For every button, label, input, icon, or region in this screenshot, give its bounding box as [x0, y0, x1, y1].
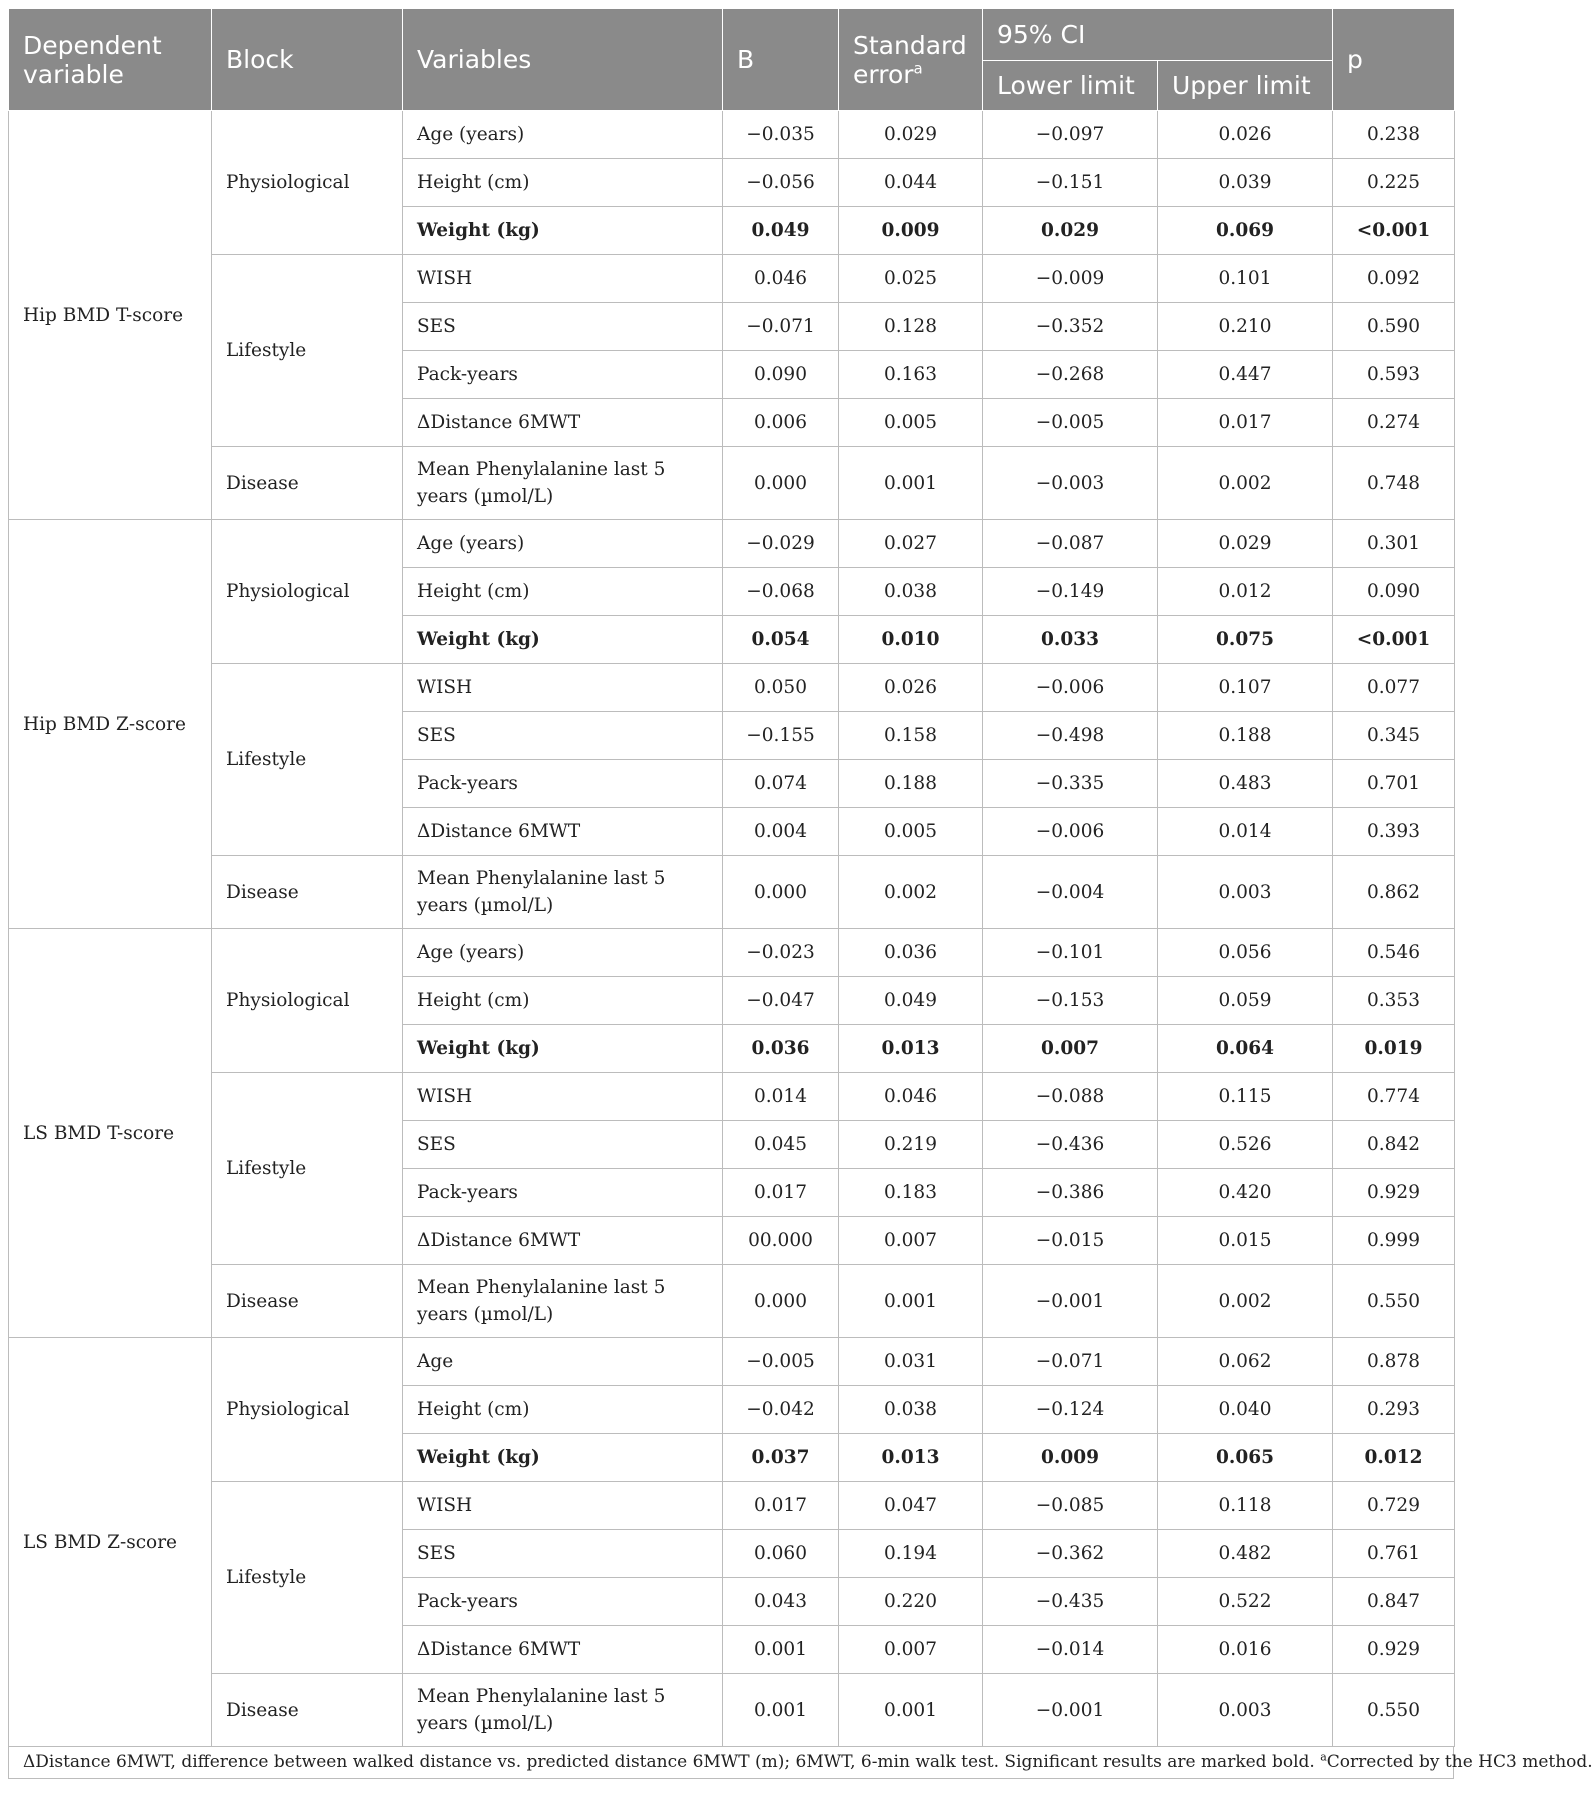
- cell-p: 0.748: [1333, 447, 1455, 520]
- cell-upper-limit: 0.447: [1158, 351, 1333, 399]
- block-cell: Lifestyle: [212, 1482, 403, 1674]
- cell-variable: Mean Phenylalanine last 5 years (µmol/L): [403, 447, 723, 520]
- cell-b: 0.045: [723, 1121, 839, 1169]
- cell-standard-error: 0.046: [839, 1073, 983, 1121]
- cell-b: 0.036: [723, 1025, 839, 1073]
- cell-standard-error: 0.025: [839, 255, 983, 303]
- block-cell: Physiological: [212, 520, 403, 664]
- cell-b: −0.056: [723, 159, 839, 207]
- cell-upper-limit: 0.065: [1158, 1434, 1333, 1482]
- cell-upper-limit: 0.016: [1158, 1626, 1333, 1674]
- cell-variable: Height (cm): [403, 568, 723, 616]
- cell-upper-limit: 0.188: [1158, 712, 1333, 760]
- cell-variable: ΔDistance 6MWT: [403, 399, 723, 447]
- cell-upper-limit: 0.075: [1158, 616, 1333, 664]
- table-row: [9, 664, 1455, 712]
- cell-b: 0.001: [723, 1674, 839, 1747]
- cell-b: 0.074: [723, 760, 839, 808]
- cell-lower-limit: −0.001: [983, 1265, 1158, 1338]
- cell-p: 0.238: [1333, 111, 1455, 159]
- cell-p: 0.774: [1333, 1073, 1455, 1121]
- cell-upper-limit: 0.002: [1158, 447, 1333, 520]
- cell-variable: Height (cm): [403, 1386, 723, 1434]
- cell-upper-limit: 0.482: [1158, 1530, 1333, 1578]
- header-upper-limit: Upper limit: [1158, 61, 1333, 111]
- cell-p: 0.550: [1333, 1265, 1455, 1338]
- cell-standard-error: 0.038: [839, 1386, 983, 1434]
- cell-standard-error: 0.220: [839, 1578, 983, 1626]
- table-row: [9, 1674, 1455, 1747]
- cell-variable: Mean Phenylalanine last 5 years (µmol/L): [403, 1674, 723, 1747]
- cell-p: 0.353: [1333, 977, 1455, 1025]
- cell-b: 0.000: [723, 1265, 839, 1338]
- cell-variable: Age (years): [403, 520, 723, 568]
- table-row: [9, 255, 1455, 303]
- cell-standard-error: 0.044: [839, 159, 983, 207]
- cell-variable: Weight (kg): [403, 1025, 723, 1073]
- cell-p: 0.550: [1333, 1674, 1455, 1747]
- cell-p: 0.225: [1333, 159, 1455, 207]
- cell-lower-limit: −0.071: [983, 1338, 1158, 1386]
- cell-upper-limit: 0.210: [1158, 303, 1333, 351]
- header-block: Block: [212, 9, 403, 111]
- cell-b: 0.004: [723, 808, 839, 856]
- cell-lower-limit: −0.088: [983, 1073, 1158, 1121]
- cell-lower-limit: 0.029: [983, 207, 1158, 255]
- cell-p: 0.301: [1333, 520, 1455, 568]
- table-row: [9, 111, 1455, 159]
- cell-standard-error: 0.013: [839, 1434, 983, 1482]
- cell-p: 0.274: [1333, 399, 1455, 447]
- cell-standard-error: 0.158: [839, 712, 983, 760]
- dependent-variable-cell: Hip BMD Z-score: [9, 520, 212, 929]
- cell-upper-limit: 0.003: [1158, 856, 1333, 929]
- cell-standard-error: 0.009: [839, 207, 983, 255]
- cell-lower-limit: 0.033: [983, 616, 1158, 664]
- cell-variable: ΔDistance 6MWT: [403, 1626, 723, 1674]
- cell-lower-limit: −0.335: [983, 760, 1158, 808]
- cell-standard-error: 0.194: [839, 1530, 983, 1578]
- cell-p: 0.862: [1333, 856, 1455, 929]
- cell-b: −0.029: [723, 520, 839, 568]
- cell-b: 0.000: [723, 856, 839, 929]
- cell-variable: Height (cm): [403, 159, 723, 207]
- cell-variable: Mean Phenylalanine last 5 years (µmol/L): [403, 1265, 723, 1338]
- cell-standard-error: 0.027: [839, 520, 983, 568]
- cell-standard-error: 0.128: [839, 303, 983, 351]
- cell-b: −0.155: [723, 712, 839, 760]
- cell-standard-error: 0.029: [839, 111, 983, 159]
- footnote-tail: Corrected by the HC3 method.: [1326, 1752, 1593, 1772]
- cell-b: 0.017: [723, 1482, 839, 1530]
- cell-p: 0.929: [1333, 1626, 1455, 1674]
- cell-lower-limit: −0.004: [983, 856, 1158, 929]
- cell-variable: SES: [403, 712, 723, 760]
- cell-upper-limit: 0.107: [1158, 664, 1333, 712]
- cell-variable: WISH: [403, 1482, 723, 1530]
- block-cell: Physiological: [212, 111, 403, 255]
- cell-b: 0.000: [723, 447, 839, 520]
- cell-lower-limit: −0.362: [983, 1530, 1158, 1578]
- table-row: [9, 856, 1455, 929]
- cell-variable: Pack-years: [403, 351, 723, 399]
- cell-lower-limit: −0.436: [983, 1121, 1158, 1169]
- cell-lower-limit: −0.001: [983, 1674, 1158, 1747]
- cell-standard-error: 0.007: [839, 1217, 983, 1265]
- cell-p: 0.546: [1333, 929, 1455, 977]
- header-b: B: [723, 9, 839, 111]
- block-cell: Physiological: [212, 1338, 403, 1482]
- header-ci: 95% CI: [983, 9, 1333, 61]
- header-standard-error-label: Standard error: [853, 30, 967, 89]
- cell-lower-limit: −0.151: [983, 159, 1158, 207]
- cell-p: 0.593: [1333, 351, 1455, 399]
- dependent-variable-cell: LS BMD Z-score: [9, 1338, 212, 1747]
- cell-lower-limit: −0.101: [983, 929, 1158, 977]
- cell-lower-limit: −0.006: [983, 808, 1158, 856]
- cell-variable: Age (years): [403, 929, 723, 977]
- cell-variable: Weight (kg): [403, 207, 723, 255]
- cell-upper-limit: 0.059: [1158, 977, 1333, 1025]
- header-variables: Variables: [403, 9, 723, 111]
- cell-lower-limit: −0.097: [983, 111, 1158, 159]
- cell-lower-limit: −0.014: [983, 1626, 1158, 1674]
- cell-upper-limit: 0.026: [1158, 111, 1333, 159]
- header-lower-limit: Lower limit: [983, 61, 1158, 111]
- cell-p: <0.001: [1333, 616, 1455, 664]
- cell-standard-error: 0.031: [839, 1338, 983, 1386]
- block-cell: Physiological: [212, 929, 403, 1073]
- cell-standard-error: 0.036: [839, 929, 983, 977]
- cell-b: −0.035: [723, 111, 839, 159]
- cell-lower-limit: −0.085: [983, 1482, 1158, 1530]
- block-cell: Disease: [212, 856, 403, 929]
- cell-p: 0.590: [1333, 303, 1455, 351]
- cell-standard-error: 0.219: [839, 1121, 983, 1169]
- cell-p: 0.701: [1333, 760, 1455, 808]
- cell-lower-limit: −0.006: [983, 664, 1158, 712]
- dependent-variable-cell: LS BMD T-score: [9, 929, 212, 1338]
- cell-b: 0.001: [723, 1626, 839, 1674]
- cell-upper-limit: 0.062: [1158, 1338, 1333, 1386]
- cell-standard-error: 0.049: [839, 977, 983, 1025]
- cell-p: 0.761: [1333, 1530, 1455, 1578]
- cell-b: −0.023: [723, 929, 839, 977]
- cell-lower-limit: 0.007: [983, 1025, 1158, 1073]
- cell-variable: Mean Phenylalanine last 5 years (µmol/L): [403, 856, 723, 929]
- cell-lower-limit: −0.386: [983, 1169, 1158, 1217]
- cell-b: 0.006: [723, 399, 839, 447]
- cell-p: 0.878: [1333, 1338, 1455, 1386]
- header-standard-error-superscript: a: [913, 59, 923, 78]
- cell-p: 0.929: [1333, 1169, 1455, 1217]
- cell-p: 0.293: [1333, 1386, 1455, 1434]
- cell-p: 0.393: [1333, 808, 1455, 856]
- cell-b: −0.005: [723, 1338, 839, 1386]
- cell-standard-error: 0.005: [839, 808, 983, 856]
- block-cell: Lifestyle: [212, 664, 403, 856]
- cell-variable: Age (years): [403, 111, 723, 159]
- cell-lower-limit: −0.498: [983, 712, 1158, 760]
- cell-p: 0.077: [1333, 664, 1455, 712]
- cell-variable: SES: [403, 1121, 723, 1169]
- cell-upper-limit: 0.420: [1158, 1169, 1333, 1217]
- block-cell: Disease: [212, 1674, 403, 1747]
- cell-b: 0.049: [723, 207, 839, 255]
- cell-upper-limit: 0.056: [1158, 929, 1333, 977]
- cell-standard-error: 0.188: [839, 760, 983, 808]
- cell-standard-error: 0.005: [839, 399, 983, 447]
- cell-lower-limit: −0.435: [983, 1578, 1158, 1626]
- header-dependent-variable: Dependent variable: [9, 9, 212, 111]
- cell-variable: Weight (kg): [403, 1434, 723, 1482]
- cell-standard-error: 0.163: [839, 351, 983, 399]
- cell-b: 0.046: [723, 255, 839, 303]
- cell-p: 0.090: [1333, 568, 1455, 616]
- dependent-variable-cell: Hip BMD T-score: [9, 111, 212, 520]
- cell-lower-limit: −0.003: [983, 447, 1158, 520]
- cell-standard-error: 0.183: [839, 1169, 983, 1217]
- header-standard-error: [839, 9, 983, 111]
- cell-p: 0.012: [1333, 1434, 1455, 1482]
- cell-lower-limit: −0.149: [983, 568, 1158, 616]
- cell-p: 0.345: [1333, 712, 1455, 760]
- block-cell: Disease: [212, 447, 403, 520]
- cell-b: 0.037: [723, 1434, 839, 1482]
- cell-p: <0.001: [1333, 207, 1455, 255]
- cell-upper-limit: 0.483: [1158, 760, 1333, 808]
- block-cell: Lifestyle: [212, 1073, 403, 1265]
- cell-upper-limit: 0.101: [1158, 255, 1333, 303]
- cell-upper-limit: 0.115: [1158, 1073, 1333, 1121]
- cell-variable: WISH: [403, 664, 723, 712]
- cell-b: 0.060: [723, 1530, 839, 1578]
- table-row: [9, 1073, 1455, 1121]
- table-row: [9, 1338, 1455, 1386]
- cell-b: 0.014: [723, 1073, 839, 1121]
- cell-upper-limit: 0.003: [1158, 1674, 1333, 1747]
- cell-variable: Pack-years: [403, 1169, 723, 1217]
- cell-standard-error: 0.013: [839, 1025, 983, 1073]
- table-footnote: [8, 1747, 1593, 1779]
- cell-standard-error: 0.007: [839, 1626, 983, 1674]
- cell-standard-error: 0.038: [839, 568, 983, 616]
- cell-lower-limit: −0.352: [983, 303, 1158, 351]
- cell-upper-limit: 0.064: [1158, 1025, 1333, 1073]
- cell-variable: WISH: [403, 255, 723, 303]
- cell-standard-error: 0.001: [839, 1265, 983, 1338]
- table-row: [9, 929, 1455, 977]
- table-row: [9, 447, 1455, 520]
- cell-upper-limit: 0.012: [1158, 568, 1333, 616]
- regression-table-container: [8, 8, 1593, 1779]
- cell-b: 0.054: [723, 616, 839, 664]
- cell-p: 0.847: [1333, 1578, 1455, 1626]
- cell-variable: Height (cm): [403, 977, 723, 1025]
- cell-standard-error: 0.001: [839, 1674, 983, 1747]
- block-cell: Lifestyle: [212, 255, 403, 447]
- cell-upper-limit: 0.029: [1158, 520, 1333, 568]
- cell-variable: Pack-years: [403, 1578, 723, 1626]
- cell-variable: Age: [403, 1338, 723, 1386]
- cell-upper-limit: 0.015: [1158, 1217, 1333, 1265]
- cell-lower-limit: −0.268: [983, 351, 1158, 399]
- cell-b: −0.071: [723, 303, 839, 351]
- block-cell: Disease: [212, 1265, 403, 1338]
- cell-lower-limit: −0.005: [983, 399, 1158, 447]
- cell-standard-error: 0.047: [839, 1482, 983, 1530]
- cell-p: 0.019: [1333, 1025, 1455, 1073]
- cell-variable: ΔDistance 6MWT: [403, 808, 723, 856]
- cell-variable: WISH: [403, 1073, 723, 1121]
- cell-lower-limit: −0.124: [983, 1386, 1158, 1434]
- cell-standard-error: 0.010: [839, 616, 983, 664]
- cell-p: 0.999: [1333, 1217, 1455, 1265]
- cell-b: 0.017: [723, 1169, 839, 1217]
- cell-lower-limit: −0.009: [983, 255, 1158, 303]
- cell-standard-error: 0.002: [839, 856, 983, 929]
- cell-p: 0.842: [1333, 1121, 1455, 1169]
- cell-variable: SES: [403, 303, 723, 351]
- cell-upper-limit: 0.017: [1158, 399, 1333, 447]
- table-row: [9, 1265, 1455, 1338]
- table-row: [9, 520, 1455, 568]
- table-row: [9, 1482, 1455, 1530]
- footnote-superscript: a: [1320, 1750, 1327, 1764]
- cell-b: −0.068: [723, 568, 839, 616]
- cell-variable: SES: [403, 1530, 723, 1578]
- cell-b: 00.000: [723, 1217, 839, 1265]
- cell-upper-limit: 0.118: [1158, 1482, 1333, 1530]
- table-header: [9, 9, 1455, 111]
- cell-standard-error: 0.026: [839, 664, 983, 712]
- header-p: p: [1333, 9, 1455, 111]
- cell-variable: ΔDistance 6MWT: [403, 1217, 723, 1265]
- cell-b: 0.043: [723, 1578, 839, 1626]
- cell-variable: Weight (kg): [403, 616, 723, 664]
- cell-upper-limit: 0.069: [1158, 207, 1333, 255]
- cell-upper-limit: 0.522: [1158, 1578, 1333, 1626]
- cell-b: 0.050: [723, 664, 839, 712]
- cell-lower-limit: −0.087: [983, 520, 1158, 568]
- table-body: [9, 111, 1455, 1747]
- regression-table: [8, 8, 1455, 1747]
- cell-variable: Pack-years: [403, 760, 723, 808]
- cell-lower-limit: −0.153: [983, 977, 1158, 1025]
- cell-b: −0.047: [723, 977, 839, 1025]
- cell-upper-limit: 0.014: [1158, 808, 1333, 856]
- cell-upper-limit: 0.002: [1158, 1265, 1333, 1338]
- cell-lower-limit: −0.015: [983, 1217, 1158, 1265]
- cell-standard-error: 0.001: [839, 447, 983, 520]
- cell-p: 0.729: [1333, 1482, 1455, 1530]
- cell-upper-limit: 0.039: [1158, 159, 1333, 207]
- cell-b: −0.042: [723, 1386, 839, 1434]
- cell-upper-limit: 0.526: [1158, 1121, 1333, 1169]
- cell-lower-limit: 0.009: [983, 1434, 1158, 1482]
- cell-b: 0.090: [723, 351, 839, 399]
- cell-p: 0.092: [1333, 255, 1455, 303]
- cell-upper-limit: 0.040: [1158, 1386, 1333, 1434]
- footnote-text: ΔDistance 6MWT, difference between walked distance vs. predicted distance 6MWT (m); 6MWT, 6-min walk test. Significant results are marked bold.: [23, 1752, 1321, 1772]
